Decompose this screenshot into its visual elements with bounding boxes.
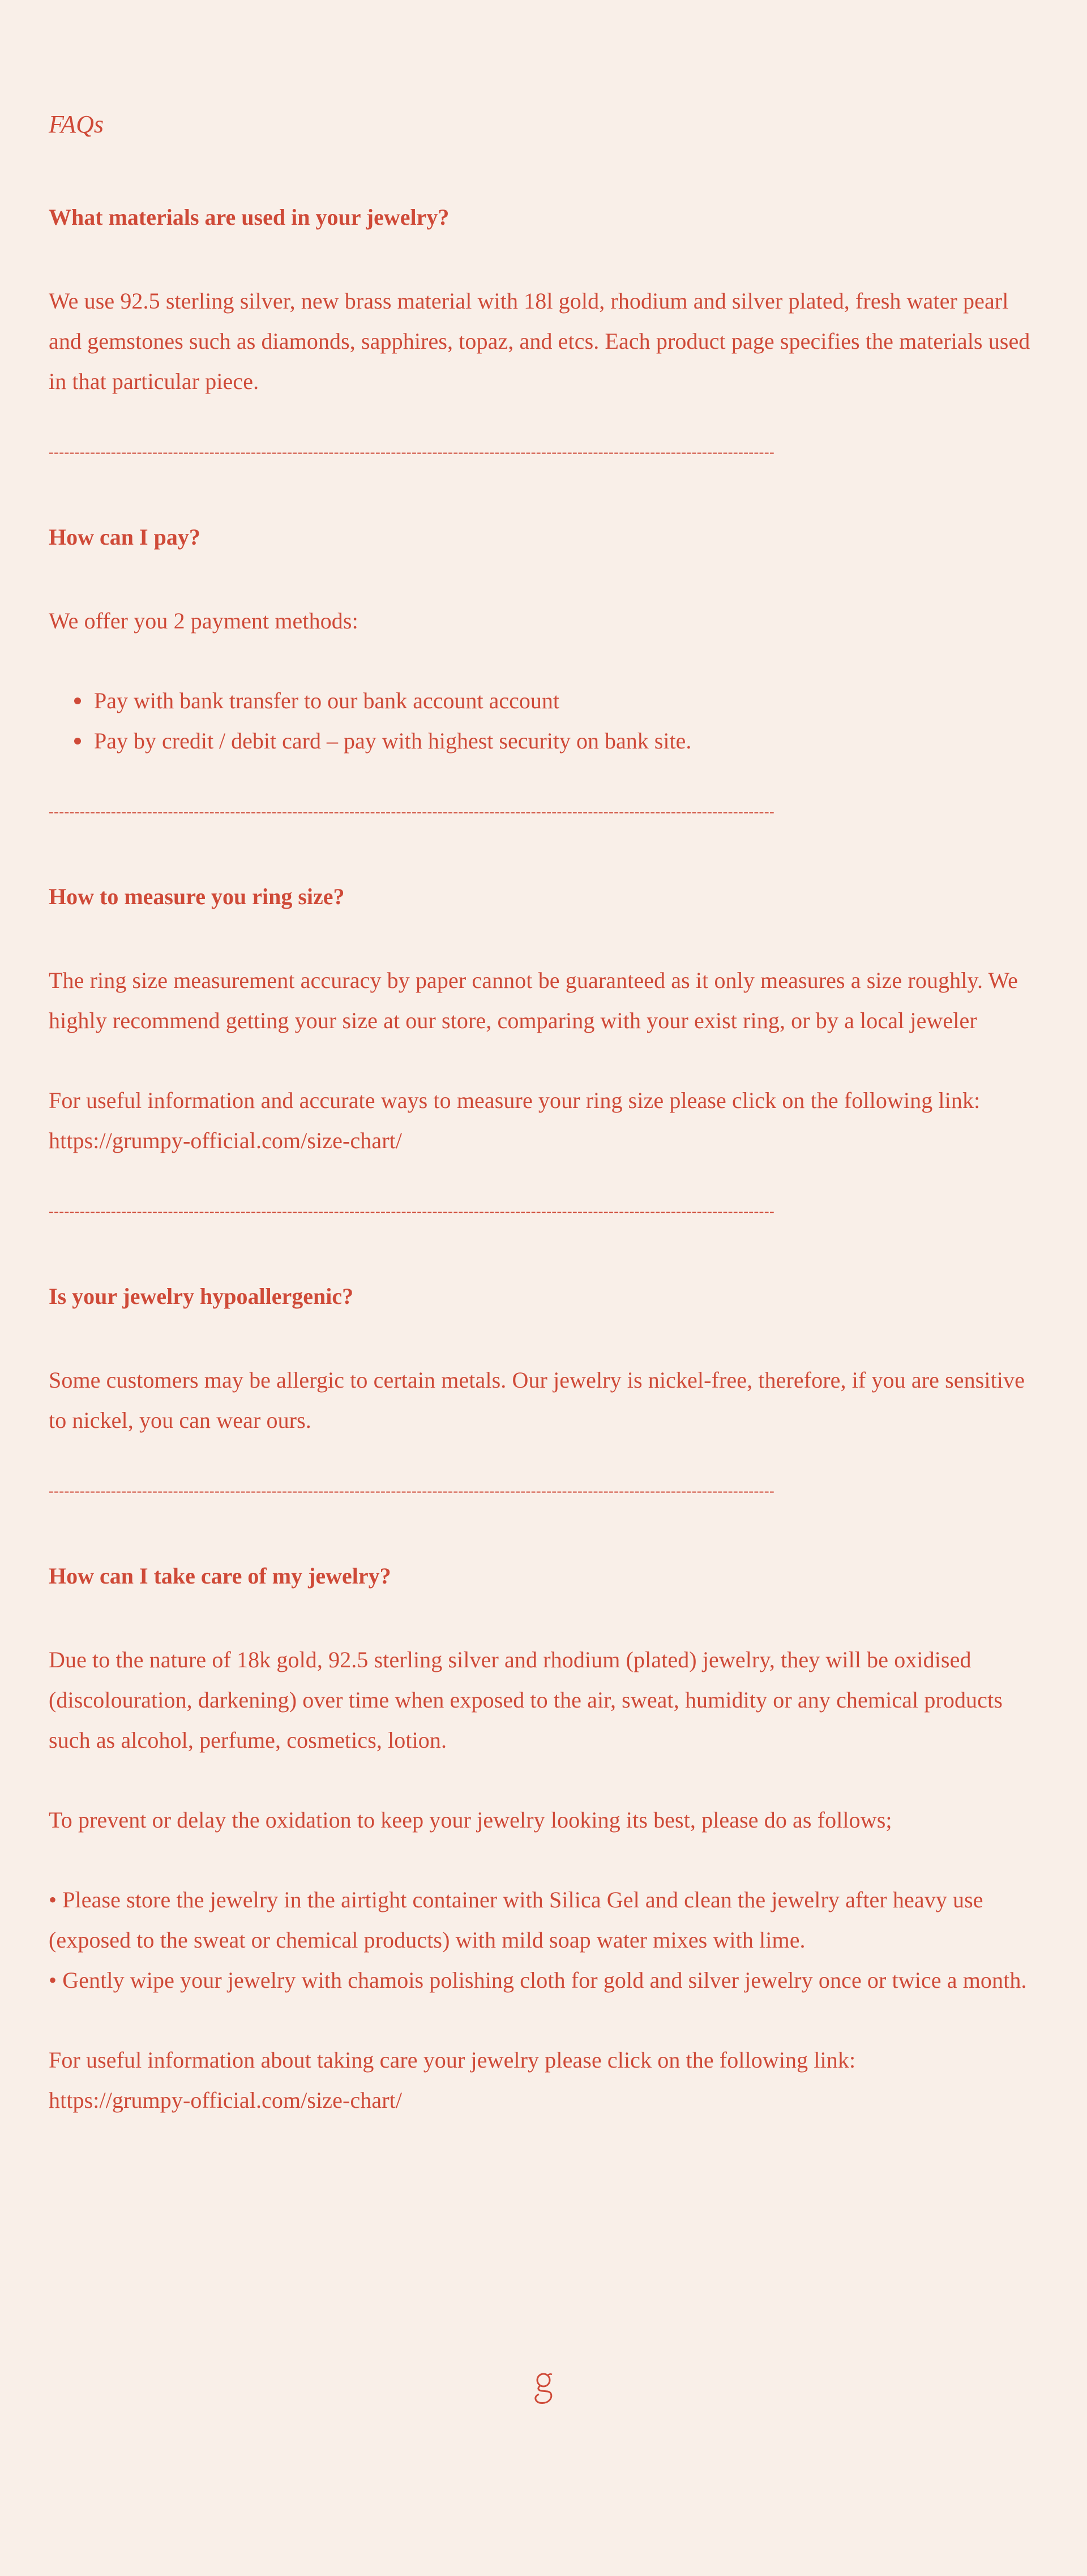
link-intro-text: For useful information about taking care your jewelry please click on the following link: [49,2047,856,2073]
link-intro-text: For useful information and accurate ways to measure your ring size please click on the following link: [49,1088,981,1113]
faq-section-care [49,1559,1037,2120]
size-chart-link[interactable]: https://grumpy-official.com/size-chart/ [49,1128,403,1153]
faq-question: How to measure you ring size? [49,884,345,909]
section-divider: -------------------------------------------------------------------------------------------------------------------------------------------- [49,803,775,820]
page-title: FAQs [49,110,104,138]
faq-question: Is your jewelry hypoallergenic? [49,1283,354,1309]
care-tip: • Gently wipe your jewelry with chamois polishing cloth for gold and silver jewelry once or twice a month. [49,1967,1027,1993]
care-info-link[interactable]: https://grumpy-official.com/size-chart/ [49,2087,403,2113]
payment-methods-list [49,681,1037,761]
care-tips [49,1880,1037,2000]
faq-answer-link-paragraph [49,2040,1037,2120]
faq-section-materials [49,200,1037,401]
section-divider: -------------------------------------------------------------------------------------------------------------------------------------------- [49,444,775,460]
faq-answer-link-paragraph [49,1080,1037,1161]
faq-section-payment [49,520,1037,761]
faq-answer: Due to the nature of 18k gold, 92.5 sterling silver and rhodium (plated) jewelry, they will be oxidised (discolouration, darkening) over time when exposed to the air, sweat, humidity or any chemical products such as alcohol, perfume, cosmetics, lotion. [49,1647,1003,1753]
faq-question: How can I pay? [49,524,200,550]
faq-section-ring-size [49,880,1037,1161]
faq-answer: To prevent or delay the oxidation to keep your jewelry looking its best, please do as follows; [49,1807,892,1833]
faq-section-hypoallergenic [49,1280,1037,1440]
care-tip: • Please store the jewelry in the airtight container with Silica Gel and clean the jewelry after heavy use (exposed to the sweat or chemical products) with mild soap water mixes with lime. [49,1887,983,1953]
faq-answer: We use 92.5 sterling silver, new brass material with 18l gold, rhodium and silver plated, fresh water pearl and gemstones such as diamonds, sapphires, topaz, and etcs. Each product page specifies the materials used in that particular piece. [49,288,1030,394]
faq-content [49,108,1037,2160]
brand-logo-icon[interactable] [534,2371,553,2411]
faq-answer: The ring size measurement accuracy by paper cannot be guaranteed as it only measures a size roughly. We highly recommend getting your size at our store, comparing with your exist ring, or by a local jeweler [49,968,1018,1033]
section-divider: -------------------------------------------------------------------------------------------------------------------------------------------- [49,1203,775,1219]
faq-answer: We offer you 2 payment methods: [49,608,358,634]
brand-logo-svg [534,2371,553,2411]
faq-question: What materials are used in your jewelry? [49,204,450,230]
faq-answer: Some customers may be allergic to certain metals. Our jewelry is nickel-free, therefore, if you are sensitive to nickel, you can wear ours. [49,1367,1025,1433]
section-divider: -------------------------------------------------------------------------------------------------------------------------------------------- [49,1483,775,1499]
faq-question: How can I take care of my jewelry? [49,1563,391,1589]
list-item: Pay by credit / debit card – pay with highest security on bank site. [94,721,1037,761]
list-item: Pay with bank transfer to our bank account account [94,681,1037,721]
